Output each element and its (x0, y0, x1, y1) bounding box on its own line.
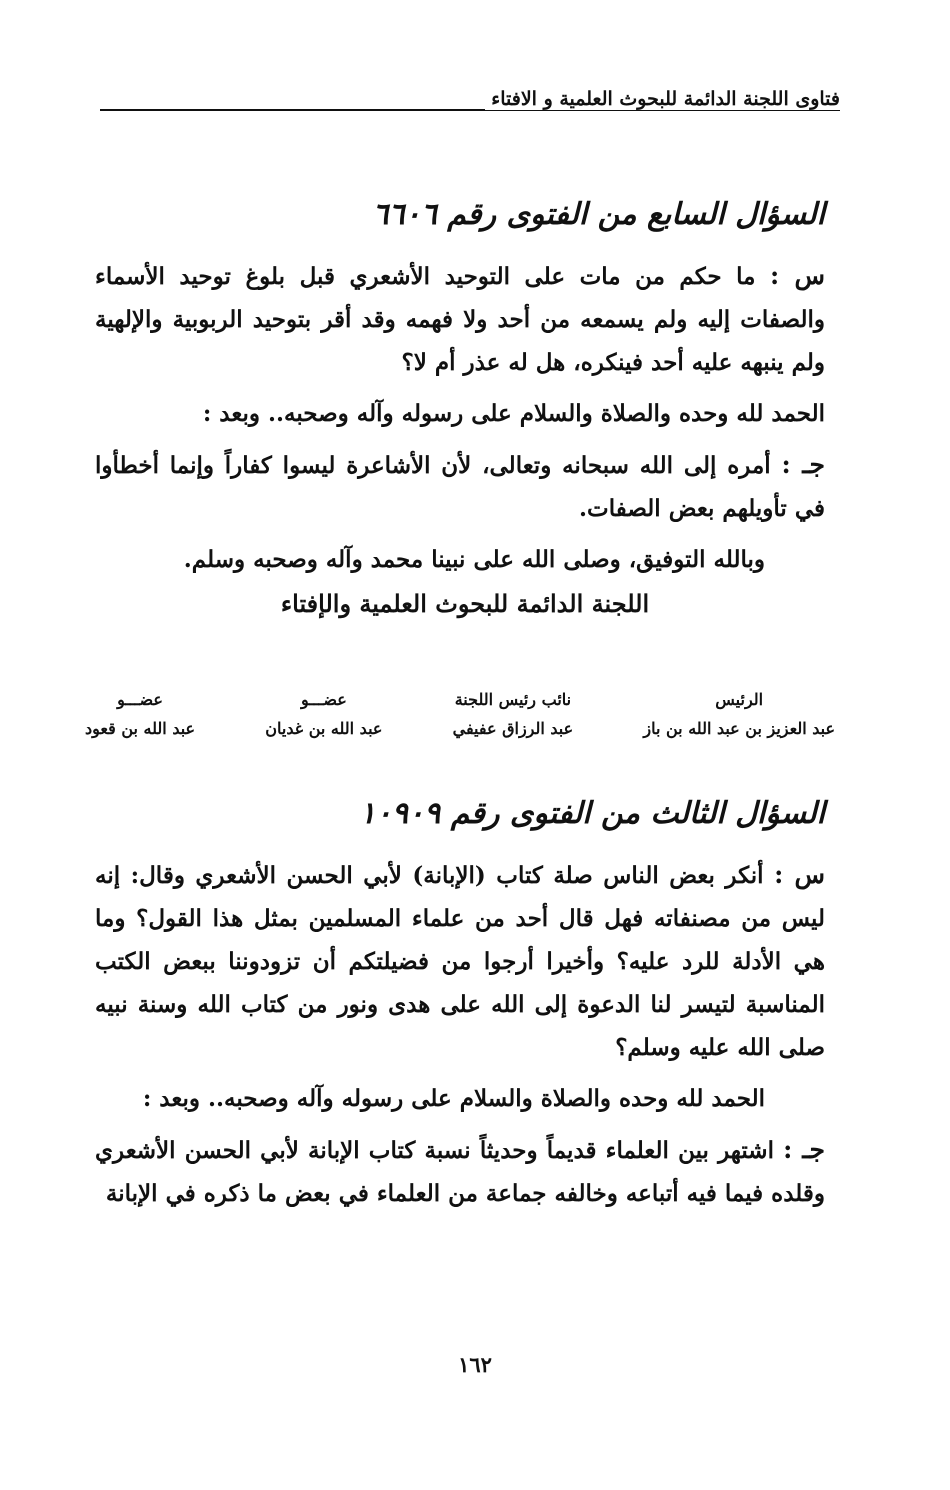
question-label: س : (770, 261, 825, 290)
answer-label: جـ : (781, 450, 826, 479)
question-paragraph (95, 853, 835, 1069)
signature-role: عضـــو (117, 690, 163, 709)
page-number: ١٦٢ (458, 1352, 492, 1377)
section-title-fatwa-6606: السؤال السابع من الفتوى رقم ٦٦٠٦ (372, 197, 825, 232)
signature-member-2 (85, 690, 195, 738)
question-text: ما حكم من مات على التوحيد الأشعري قبل بلوغ توحيد الأسماء والصفات إليه ولم يسمعه من أحد ولا فهمه وقد أقر بتوحيد الربوبية والإلهية ولم ينبهه عليه أحد فينكره، هل له عذر أم لا؟ (95, 263, 825, 376)
answer-label: جـ : (783, 1135, 825, 1164)
signature-member-1 (265, 690, 382, 738)
question-paragraph (95, 254, 835, 384)
committee-name: اللجنة الدائمة للبحوث العلمية والإفتاء (280, 589, 650, 618)
signature-name: عبد الرزاق عفيفي (452, 719, 574, 738)
page-body (85, 195, 835, 1223)
signature-block (85, 690, 835, 738)
closing-paragraph: وبالله التوفيق، وصلى الله على نبينا محمد وآله وصحبه وسلم. (183, 546, 765, 573)
signature-role: الرئيس (715, 690, 764, 709)
signature-name: عبد العزيز بن عبد الله بن باز (643, 719, 835, 738)
running-title: فتاوى اللجنة الدائمة للبحوث العلمية و الافتاء (485, 88, 840, 110)
answer-text: أمره إلى الله سبحانه وتعالى، لأن الأشاعرة ليسوا كفاراً وإنما أخطأوا في تأويلهم بعض الصفات. (95, 452, 825, 522)
signature-vice-chairman (453, 690, 574, 738)
praise-paragraph: الحمد لله وحده والصلاة والسلام على رسوله وآله وصحبه.. وبعد : (202, 400, 825, 427)
signature-role: عضـــو (300, 690, 347, 709)
question-text: أنكر بعض الناس صلة كتاب (الإبانة) لأبي الحسن الأشعري وقال: إنه ليس من مصنفاته فهل قال أحد من علماء المسلمين بمثل هذا القول؟ وما هي الأدلة للرد عليه؟ وأخيرا أرجوا من فضيلتكم أن تزودوننا ببعض الكتب المناسبة لتيسر لنا الدعوة إلى الله على هدى ونور من كتاب الله وسنة نبيه صلى الله عليه وسلم؟ (95, 862, 825, 1061)
answer-paragraph (95, 443, 835, 530)
praise-paragraph: الحمد لله وحده والصلاة والسلام على رسوله وآله وصحبه.. وبعد : (142, 1085, 765, 1112)
answer-paragraph (95, 1128, 835, 1215)
running-header (100, 88, 840, 124)
answer-text: اشتهر بين العلماء قديماً وحديثاً نسبة كتاب الإبانة لأبي الحسن الأشعري وقلده فيما فيه أتباعه وخالفه جماعة من العلماء في بعض ما ذكره في الإبانة (95, 1137, 825, 1207)
question-label: س : (774, 860, 825, 889)
signature-name: عبد الله بن غديان (265, 719, 383, 738)
signature-chairman (643, 690, 835, 738)
signature-role: نائب رئيس اللجنة (454, 690, 572, 709)
signature-name: عبد الله بن قعود (85, 719, 196, 738)
section-title-fatwa-10909: السؤال الثالث من الفتوى رقم ١٠٩٠٩ (359, 796, 825, 831)
